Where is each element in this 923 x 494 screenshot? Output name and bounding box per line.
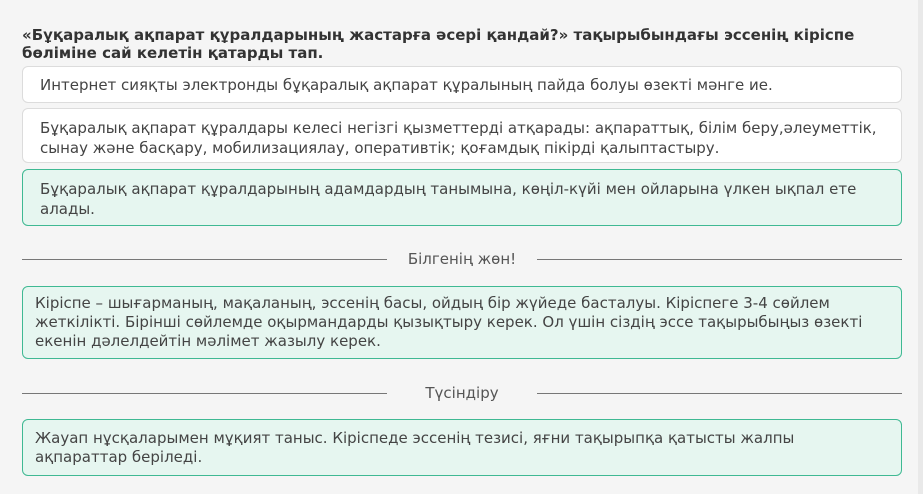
answer-option-2[interactable]: Бұқаралық ақпарат құралдары келесі негізгі қызметтерді атқарады: ақпараттық, білім беру,әлеуметтік, сынау және басқару, мобилизациялау, оперативтік; қоғамдық пікірді қалыптастыру. [22, 108, 902, 163]
explanation-heading: Түсіндіру [425, 384, 499, 402]
answer-option-1[interactable]: Интернет сияқты электронды бұқаралық ақпарат құралының пайда болуы өзекті мәнге ие. [22, 66, 902, 103]
explanation-divider [22, 383, 902, 403]
divider-line-right [537, 393, 902, 394]
feedback-divider [22, 249, 902, 269]
explanation-text-box: Жауап нұсқаларымен мұқият таныс. Кіріспеде эссенің тезисі, яғни тақырыпқа қатысты жалпы ақпараттар беріледі. [22, 419, 902, 476]
divider-line-left [22, 259, 387, 260]
question-text: «Бұқаралық ақпарат құралдарының жастарға әсері қандай?» тақырыбындағы эссенің кіріспе бөліміне сай келетін қатарды тап. [22, 26, 855, 62]
divider-line-right [537, 259, 902, 260]
feedback-heading: Білгенің жөн! [407, 250, 517, 268]
feedback-text-box: Кіріспе – шығарманың, мақаланың, эссенің басы, ойдың бір жүйеде басталуы. Кіріспеге 3-4 сөйлем жеткілікті. Бірінші сөйлемде оқырмандарды қызықтыру керек. Ол үшін сіздің эссе тақырыбыңыз өзекті екенін дәлелдейтін мәлімет жазылу керек. [22, 286, 902, 359]
scrollbar-track[interactable] [918, 0, 923, 494]
answer-option-3-correct[interactable]: Бұқаралық ақпарат құралдарының адамдардың танымына, көңіл-күйі мен ойларына үлкен ықпал ете алады. [22, 169, 902, 226]
divider-line-left [22, 393, 387, 394]
